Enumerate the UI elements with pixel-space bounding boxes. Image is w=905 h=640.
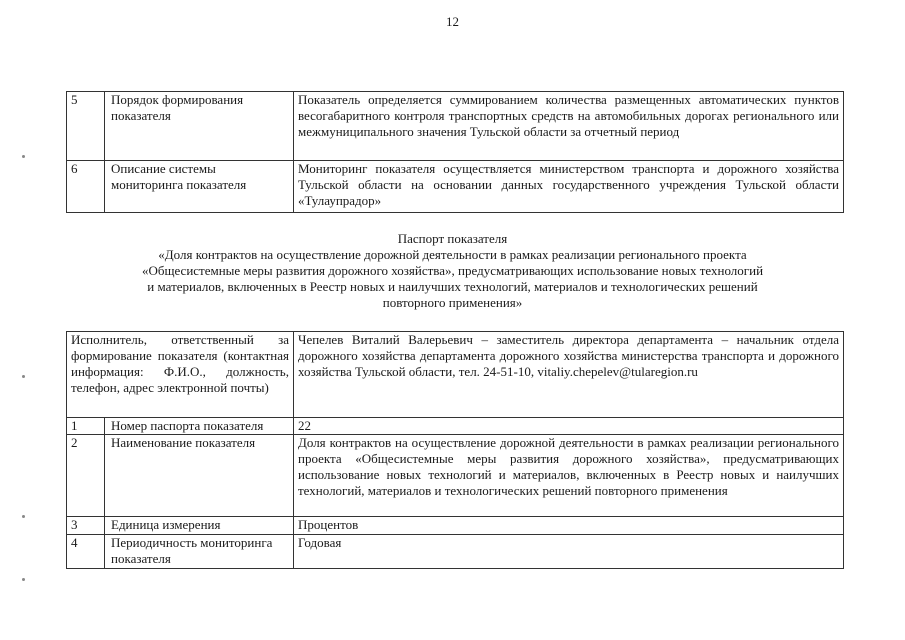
row-value: Показатель определяется суммированием количества размещенных автоматических пунктов весогабаритного контроля транспортных средств на автомобильных дорогах регионального или межмуниципального значения Тульской области за отчетный период <box>294 92 844 161</box>
table-row <box>67 517 844 535</box>
row-number: 1 <box>67 418 105 435</box>
passport-heading: Паспорт показателя <box>397 231 508 246</box>
row-number: 4 <box>67 535 105 569</box>
passport-table <box>66 331 844 569</box>
row-label: Периодичность мониторинга показателя <box>105 535 294 569</box>
row-value: Мониторинг показателя осуществляется министерством транспорта и дорожного хозяйства Тульской области на основании данных государственного учреждения Тульской области «Тулаупрадор» <box>294 161 844 213</box>
row-label: Единица измерения <box>105 517 294 535</box>
executor-value: Чепелев Виталий Валерьевич – заместитель директора департамента – начальник отдела дорожного хозяйства департамента дорожного хозяйства министерства транспорта и дорожного хозяйства Тульской области, тел. 24-51-10, vitaliy.chepelev@tularegion.ru <box>294 332 844 418</box>
page-number: 12 <box>446 14 459 29</box>
table-row <box>67 535 844 569</box>
table-row <box>67 435 844 517</box>
table-row <box>67 161 844 213</box>
scan-mark <box>22 578 25 581</box>
row-label: Порядок формирования показателя <box>105 92 294 161</box>
row-label: Номер паспорта показателя <box>105 418 294 435</box>
row-number: 3 <box>67 517 105 535</box>
passport-name-line: «Общесистемные меры развития дорожного хозяйства», предусматривающих использование новых технологий <box>141 263 764 278</box>
scan-mark <box>22 155 25 158</box>
scan-mark <box>22 515 25 518</box>
row-value: Доля контрактов на осуществление дорожной деятельности в рамках реализации регионального проекта «Общесистемные меры развития дорожного хозяйства», предусматривающих использование новых технологий и материалов, включенных в Реестр новых и наилучших технологий, материалов и технологических решений повторного применения <box>294 435 844 517</box>
passport-name-line: «Доля контрактов на осуществление дорожной деятельности в рамках реализации регионального проекта <box>158 247 747 262</box>
row-number: 6 <box>67 161 105 213</box>
table-row <box>67 92 844 161</box>
executor-label: Исполнитель, ответственный за формирование показателя (контактная информация: Ф.И.О., должность, телефон, адрес электронной почты) <box>67 332 294 418</box>
row-number: 5 <box>67 92 105 161</box>
row-label: Наименование показателя <box>105 435 294 517</box>
row-value: Годовая <box>294 535 844 569</box>
row-value: Процентов <box>294 517 844 535</box>
table-row <box>67 332 844 418</box>
passport-name-line: повторного применения» <box>382 295 523 310</box>
row-number: 2 <box>67 435 105 517</box>
scan-mark <box>22 375 25 378</box>
row-label: Описание системы мониторинга показателя <box>105 161 294 213</box>
passport-title <box>60 231 845 311</box>
passport-name-line: и материалов, включенных в Реестр новых и наилучших технологий, материалов и технологических решений <box>147 279 758 294</box>
table-row <box>67 418 844 435</box>
indicator-table-continued <box>66 91 844 213</box>
row-value: 22 <box>294 418 844 435</box>
